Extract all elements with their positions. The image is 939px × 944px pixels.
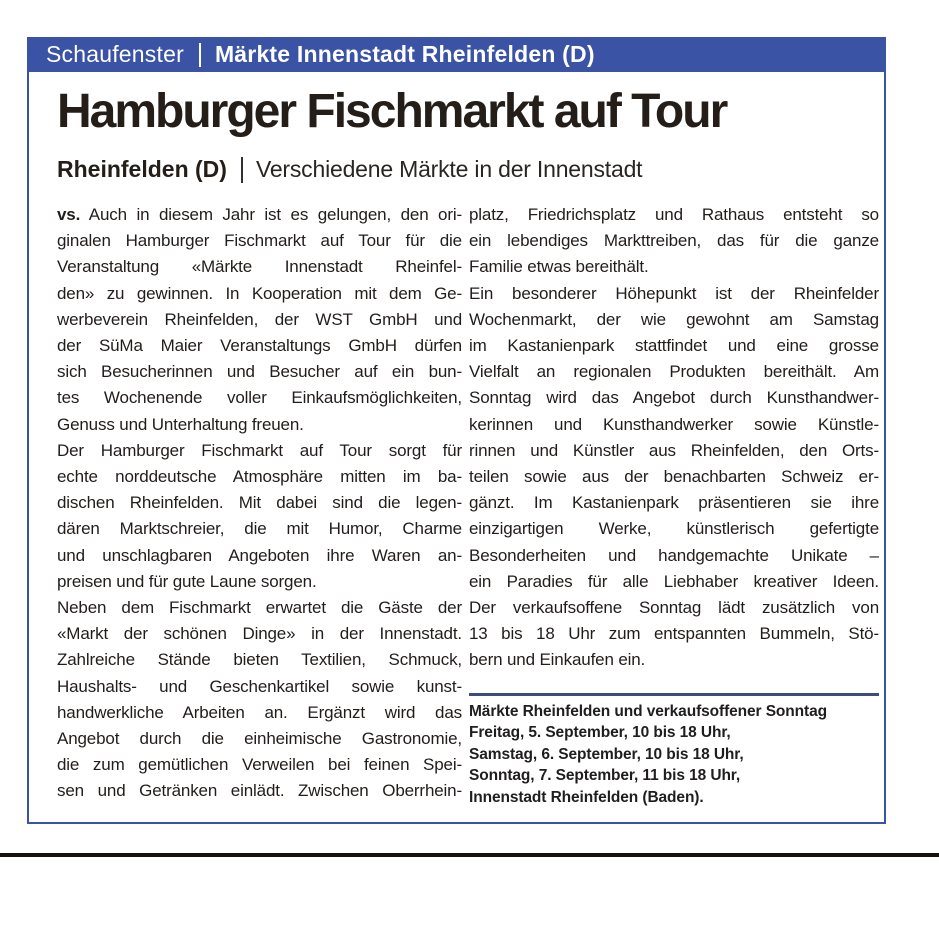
paragraph [57,438,462,595]
body-line: Ein besonderer Höhepunkt ist der Rheinfelder [469,283,879,303]
body-line: dischen Rheinfelden. Mit dabei sind die legen- [57,493,462,513]
subhead-description: Verschiedene Märkte in der Innenstadt [255,156,643,182]
event-info-line: Samstag, 6. September, 10 bis 18 Uhr, [469,745,744,763]
event-info-line: Innenstadt Rheinfelden (Baden). [469,788,704,806]
paragraph [469,202,879,281]
section-title: Märkte Innenstadt Rheinfelden (D) [214,41,595,67]
column-left [57,202,462,808]
body-line: Angebot durch die einheimische Gastronomie, [57,729,462,749]
body-line: und unschlagbaren Angeboten ihre Waren an- [57,545,462,565]
body-line: den» zu gewinnen. In Kooperation mit dem Ge- [57,283,462,303]
body-line: Genuss und Unterhaltung freuen. [57,414,304,434]
body-line: ein Paradies für alle Liebhaber kreativer Ideen. [469,571,879,591]
subhead-separator-bar-icon [241,157,243,183]
body-line: echte norddeutsche Atmosphäre mitten im ba- [57,467,462,487]
body-line: Zahlreiche Stände bieten Textilien, Schmuck, [57,650,462,670]
article-subhead [57,156,642,183]
body-line: Der verkaufsoffene Sonntag lädt zusätzlich von [469,598,879,618]
event-info-box [469,693,879,809]
article-frame [27,37,886,824]
separator-bar-icon [199,43,201,67]
body-line: ginalen Hamburger Fischmarkt auf Tour für die [57,231,462,251]
body-line: die zum gemütlichen Verweilen bei feinen Spei- [57,755,462,775]
section-header-bar [29,37,884,72]
body-line: Sonntag wird das Angebot durch Kunsthandwer- [469,388,879,408]
body-line: 13 bis 18 Uhr zum entspannten Bummeln, Stö- [469,624,879,644]
subhead-location: Rheinfelden (D) [57,156,227,182]
paragraph [57,595,462,805]
body-line: platz, Friedrichsplatz und Rathaus entsteht so [469,205,879,224]
body-line: Haushalts- und Geschenkartikel sowie kunst- [57,676,462,696]
body-line: teilen sowie aus der benachbarten Schweiz er- [469,467,879,487]
body-line: handwerkliche Arbeiten an. Ergänzt wird das [57,702,462,722]
body-line: einzigartigen Werke, künstlerisch gefertigte [469,519,879,539]
column-right-text [469,202,879,674]
article-body [57,202,879,808]
event-info-line: Märkte Rheinfelden und verkaufsoffener Sonntag [469,702,827,720]
body-line: preisen und für gute Laune sorgen. [57,571,317,591]
body-line: «Markt der schönen Dinge» in der Innenstadt. [57,624,462,644]
event-info-line: Freitag, 5. September, 10 bis 18 Uhr, [469,724,731,742]
author-initials: vs. [57,205,81,224]
paragraph [469,281,879,674]
body-line: sich Besucherinnen und Besucher auf ein bun- [57,362,462,382]
page-bottom-divider [0,853,939,857]
body-line: Familie etwas bereithält. [469,257,649,277]
body-line: im Kastanienpark stattfindet und eine grosse [469,336,879,356]
body-line: Wochenmarkt, der wie gewohnt am Samstag [469,309,879,329]
info-divider-line [469,693,879,696]
section-label: Schaufenster [46,41,184,67]
body-line: der SüMa Maier Veranstaltungs GmbH dürfen [57,336,462,356]
body-line: Neben dem Fischmarkt erwartet die Gäste der [57,598,462,618]
body-line: tes Wochenende voller Einkaufsmöglichkeiten, [57,388,462,408]
body-line: werbeverein Rheinfelden, der WST GmbH und [57,309,462,329]
body-line: Veranstaltung «Märkte Innenstadt Rheinfel- [57,257,462,277]
event-info-line: Sonntag, 7. September, 11 bis 18 Uhr, [469,767,741,785]
body-line: bern und Einkaufen ein. [469,650,646,670]
body-line: kerinnen und Kunsthandwerker sowie Künstle- [469,414,879,434]
body-line: vs. Auch in diesem Jahr ist es gelungen, den ori- [57,205,462,224]
body-line: sen und Getränken einlädt. Zwischen Oberrhein- [57,781,462,801]
paragraph [57,202,462,438]
body-line: rinnen und Künstler aus Rheinfelden, den Orts- [469,440,879,460]
body-line: Der Hamburger Fischmarkt auf Tour sorgt für [57,440,462,460]
column-right [469,202,879,808]
body-line: gänzt. Im Kastanienpark präsentieren sie ihre [469,493,879,513]
body-line: ein lebendiges Markttreiben, das für die ganze [469,231,879,251]
event-info-lines [469,701,879,809]
body-line: Vielfalt an regionalen Produkten bereithält. Am [469,362,879,382]
article-headline: Hamburger Fischmarkt auf Tour [57,85,727,138]
body-line: dären Marktschreier, die mit Humor, Charme [57,519,462,539]
body-line: Besonderheiten und handgemachte Unikate – [469,545,879,565]
